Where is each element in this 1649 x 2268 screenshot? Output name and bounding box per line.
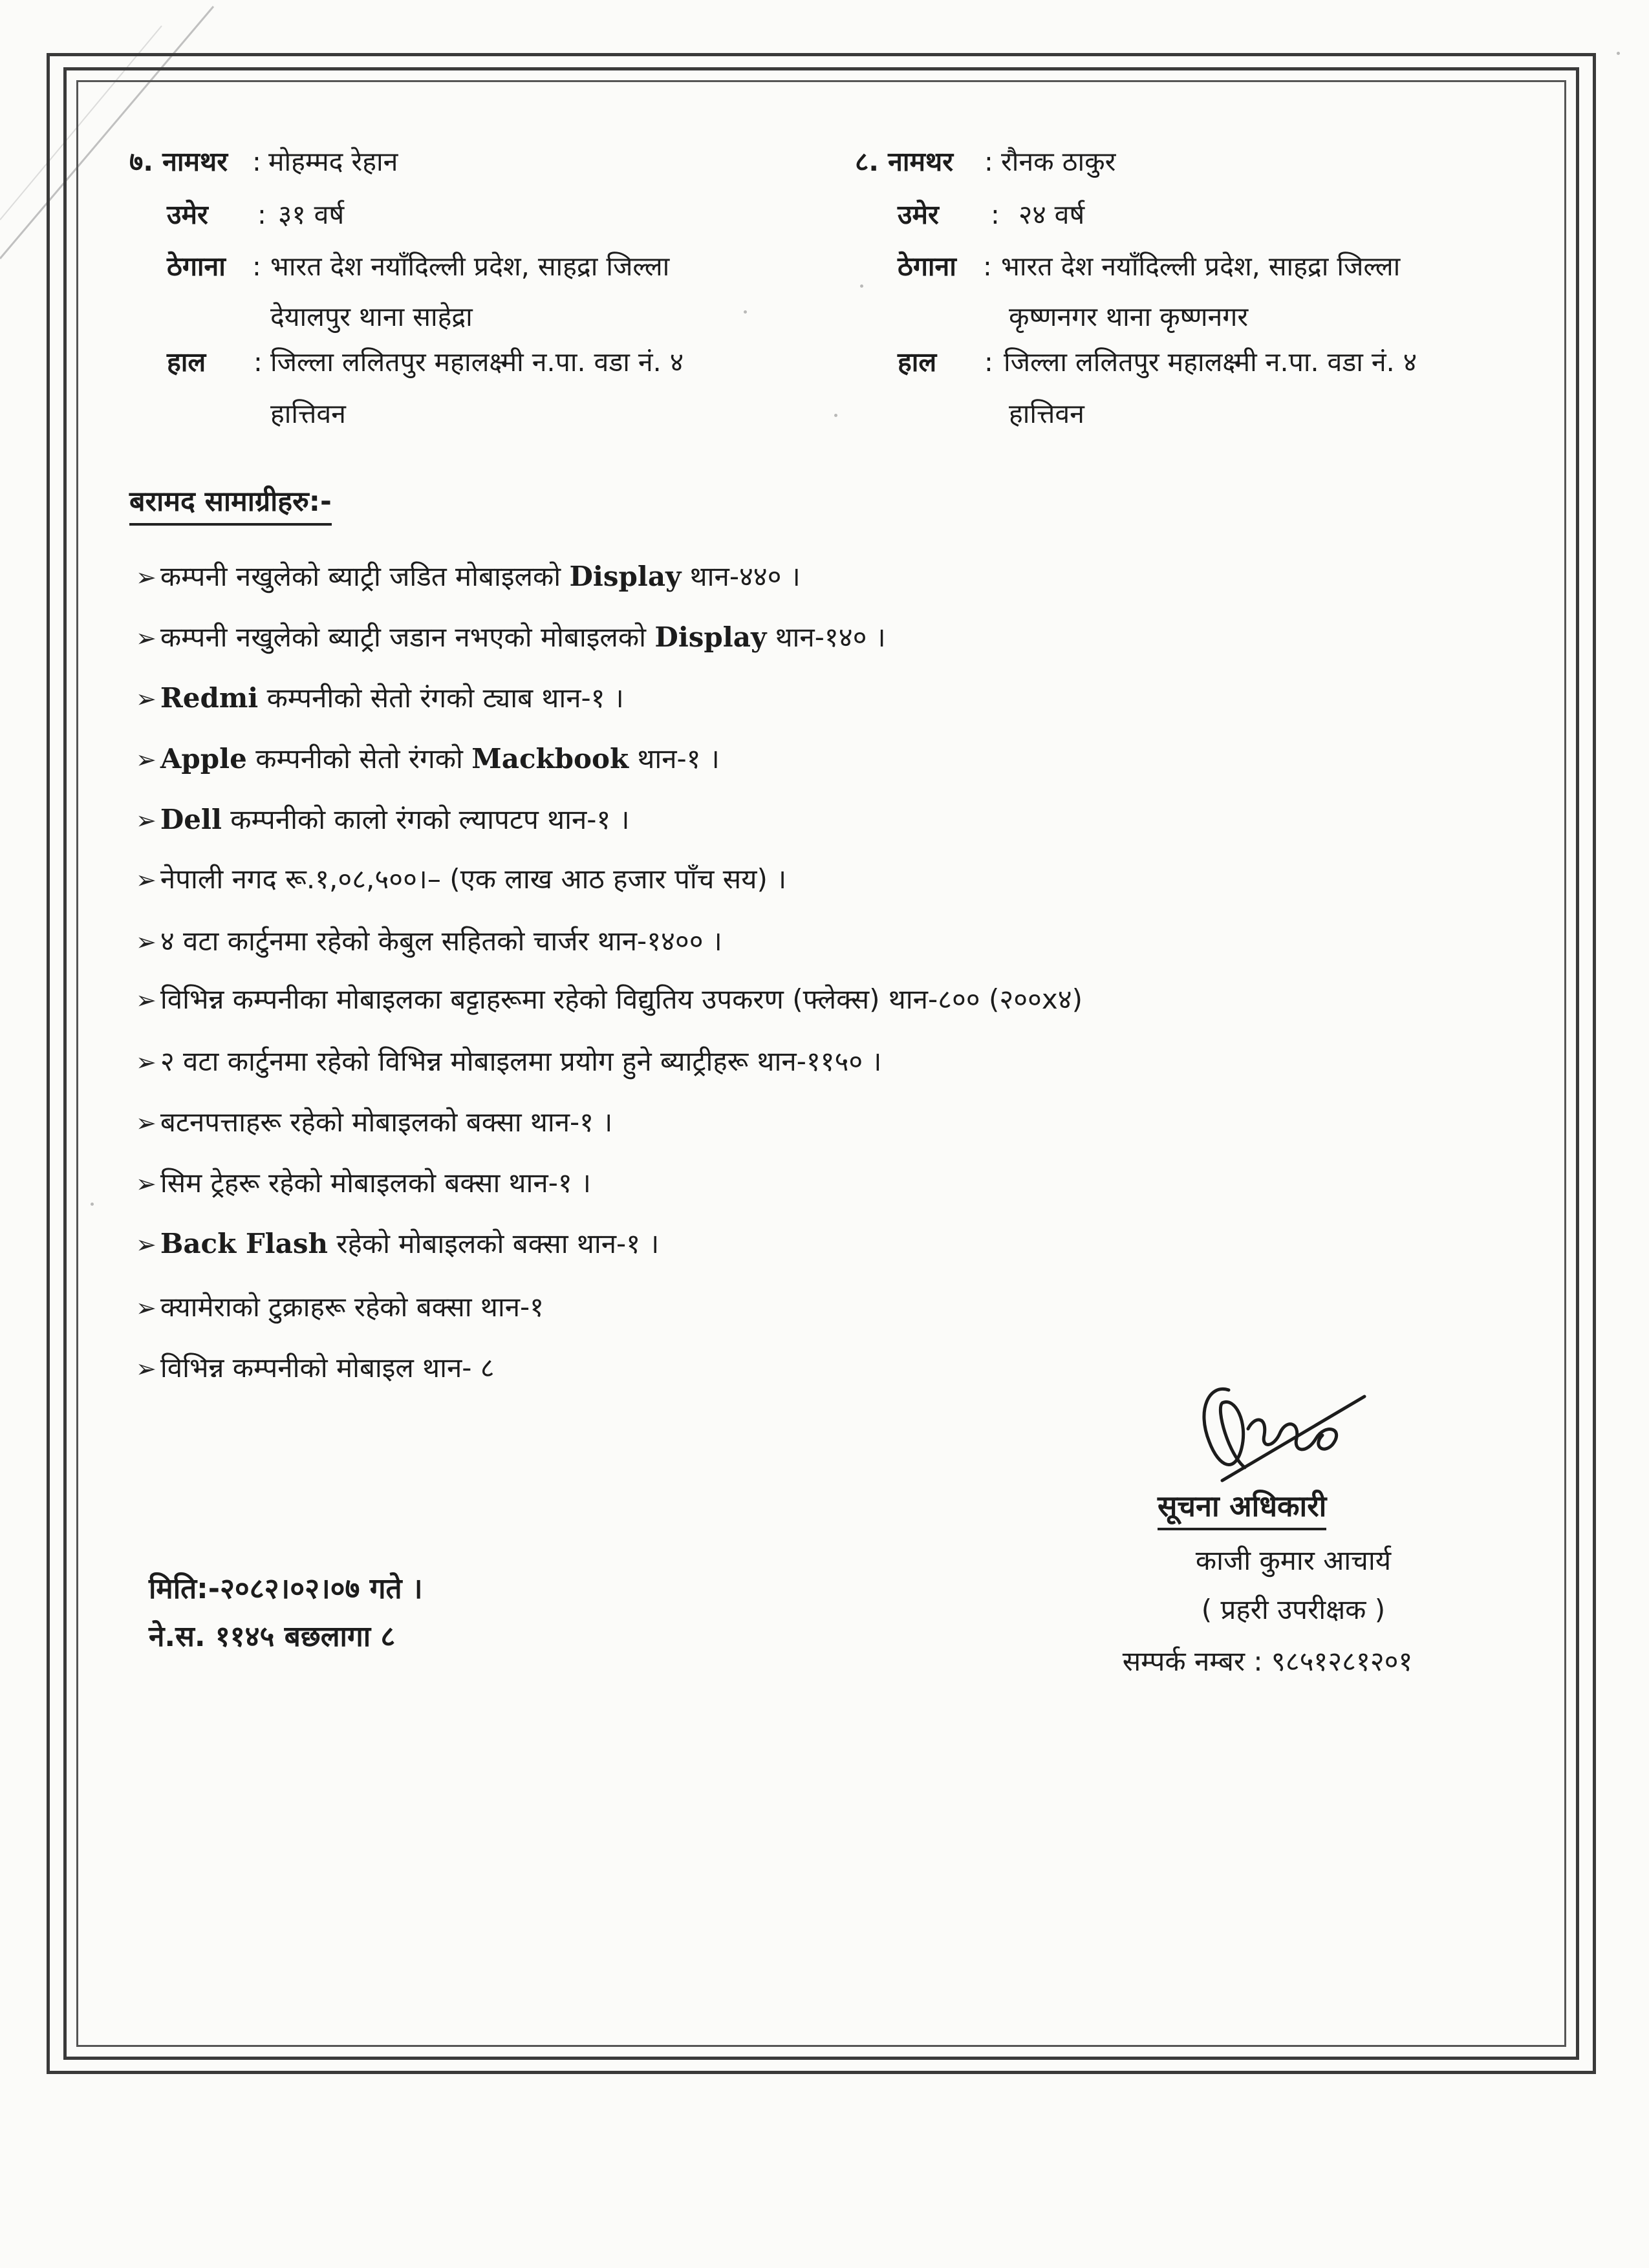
item-text: २ वटा कार्टुनमा रहेको विभिन्न मोबाइलमा प्रयोग हुने ब्याट्रीहरू थान-११५० । — [160, 1045, 882, 1077]
item-brand-text: Redmi — [160, 682, 259, 714]
person-7-current-line2: हात्तिवन — [270, 398, 346, 429]
recovered-item — [136, 1042, 881, 1079]
arrow-bullet-icon: ➢ — [136, 1109, 156, 1137]
arrow-bullet-icon: ➢ — [136, 986, 156, 1014]
person-8-age-label: उमेर — [898, 199, 939, 230]
person-7-address-line2: देयालपुर थाना साहेद्रा — [270, 301, 473, 332]
arrow-bullet-icon: ➢ — [136, 928, 156, 956]
arrow-bullet-icon: ➢ — [136, 1170, 156, 1198]
signatory-title: सूचना अधिकारी — [1158, 1486, 1326, 1530]
arrow-bullet-icon: ➢ — [136, 1294, 156, 1322]
recovered-item — [136, 1225, 659, 1261]
signature-icon — [1183, 1371, 1377, 1487]
nepal-sambat-line: ने.स. ११४५ बछलागा ८ — [149, 1620, 396, 1653]
item-text: रहेको मोबाइलको बक्सा थान-१ । — [328, 1228, 660, 1259]
recovered-item — [136, 557, 801, 594]
recovered-item — [136, 1103, 612, 1140]
item-text: विभिन्न कम्पनीको मोबाइल थान- ८ — [160, 1352, 495, 1384]
arrow-bullet-icon: ➢ — [136, 563, 156, 592]
scan-speck — [744, 310, 747, 314]
item-text: नेपाली नगद रू.१,०८,५००।– (एक लाख आठ हजार पाँच सय) । — [160, 863, 787, 895]
recovered-item — [136, 922, 722, 959]
item-text: थान-१४० । — [766, 621, 886, 653]
arrow-bullet-icon: ➢ — [136, 1354, 156, 1383]
signatory-name: काजी कुमार आचार्य — [1195, 1545, 1392, 1576]
recovered-item — [136, 860, 786, 897]
recovered-item — [136, 1349, 495, 1385]
item-text: कम्पनीको सेतो रंगको ट्याब थान-१ । — [258, 682, 624, 714]
arrow-bullet-icon: ➢ — [136, 745, 156, 774]
item-text: सिम ट्रेहरू रहेको मोबाइलको बक्सा थान-१ । — [160, 1167, 591, 1199]
scan-speck — [834, 414, 837, 417]
arrow-bullet-icon: ➢ — [136, 624, 156, 652]
recovered-items-heading: बरामद सामाग्रीहरु:- — [129, 481, 332, 526]
scan-speck — [860, 284, 863, 288]
recovered-item — [136, 800, 630, 837]
item-brand-text: Dell — [160, 804, 222, 835]
scan-speck — [1617, 52, 1620, 55]
person-8-current-label: हाल — [898, 347, 937, 378]
person-8-name: रौनक ठाकुर — [1001, 146, 1116, 177]
item-text: ४ वटा कार्टुनमा रहेको केबुल सहितको चार्जर थान-१४०० । — [160, 925, 722, 957]
item-text: कम्पनीको कालो रंगको ल्यापटप थान-१ । — [221, 804, 630, 835]
item-text: थान-४४० । — [681, 561, 801, 592]
person-7-age: ३१ वर्ष — [278, 199, 345, 230]
item-text: कम्पनी नखुलेको ब्याट्री जडित मोबाइलको — [160, 561, 570, 592]
arrow-bullet-icon: ➢ — [136, 1048, 156, 1076]
signatory-rank: ( प्रहरी उपरीक्षक ) — [1201, 1594, 1386, 1625]
person-7-name-label: ७. नामथर — [129, 146, 228, 177]
recovered-item — [136, 1164, 591, 1201]
arrow-bullet-icon: ➢ — [136, 866, 156, 894]
signatory-contact: सम्पर्क नम्बर : ९८५१२८१२०१ — [1122, 1645, 1413, 1677]
arrow-bullet-icon: ➢ — [136, 685, 156, 713]
person-8-current-line2: हात्तिवन — [1009, 398, 1084, 429]
item-brand-text: Display — [654, 621, 767, 653]
person-8-address-line2: कृष्णनगर थाना कृष्णनगर — [1009, 301, 1249, 332]
person-8-name-label: ८. नामथर — [855, 146, 954, 177]
recovered-item — [136, 618, 886, 655]
person-8-address-label: ठेगाना — [898, 251, 956, 282]
item-brand-text: Back Flash — [160, 1228, 329, 1259]
person-7-address-line1: भारत देश नयाँदिल्ली प्रदेश, साहद्रा जिल्ला — [270, 251, 670, 282]
item-brand-text: Mackbook — [471, 743, 629, 775]
person-7-name: मोहम्मद रेहान — [268, 146, 398, 177]
recovered-item — [136, 1288, 544, 1325]
item-text: विभिन्न कम्पनीका मोबाइलका बट्टाहरूमा रहेको विद्युतिय उपकरण (फ्लेक्स) थान-८०० (२००x४) — [160, 983, 1083, 1015]
recovered-item — [136, 679, 624, 716]
item-brand-text: Apple — [160, 743, 247, 775]
item-text: थान-१ । — [629, 743, 720, 775]
recovered-item — [136, 980, 1083, 1017]
date-line: मिति:-२०८२।०२।०७ गते । — [149, 1572, 423, 1605]
scan-speck — [91, 1203, 94, 1206]
person-7-age-label: उमेर — [167, 199, 208, 230]
item-text: कम्पनी नखुलेको ब्याट्री जडान नभएको मोबाइलको — [160, 621, 655, 653]
person-7-address-label: ठेगाना — [167, 251, 226, 282]
person-7-current-label: हाल — [167, 347, 206, 378]
person-7-current-line1: जिल्ला ललितपुर महालक्ष्मी न.पा. वडा नं. ४ — [270, 347, 684, 378]
person-8-address-line1: भारत देश नयाँदिल्ली प्रदेश, साहद्रा जिल्ला — [1001, 251, 1401, 282]
person-8-age: २४ वर्ष — [1018, 199, 1085, 230]
person-8-current-line1: जिल्ला ललितपुर महालक्ष्मी न.पा. वडा नं. ४ — [1004, 347, 1417, 378]
arrow-bullet-icon: ➢ — [136, 806, 156, 835]
recovered-item — [136, 740, 720, 776]
arrow-bullet-icon: ➢ — [136, 1230, 156, 1259]
item-text: क्यामेराको टुक्राहरू रहेको बक्सा थान-१ — [160, 1291, 544, 1323]
item-text: कम्पनीको सेतो रंगको — [246, 743, 472, 775]
item-brand-text: Display — [569, 561, 682, 592]
item-text: बटनपत्ताहरू रहेको मोबाइलको बक्सा थान-१ । — [160, 1106, 613, 1138]
